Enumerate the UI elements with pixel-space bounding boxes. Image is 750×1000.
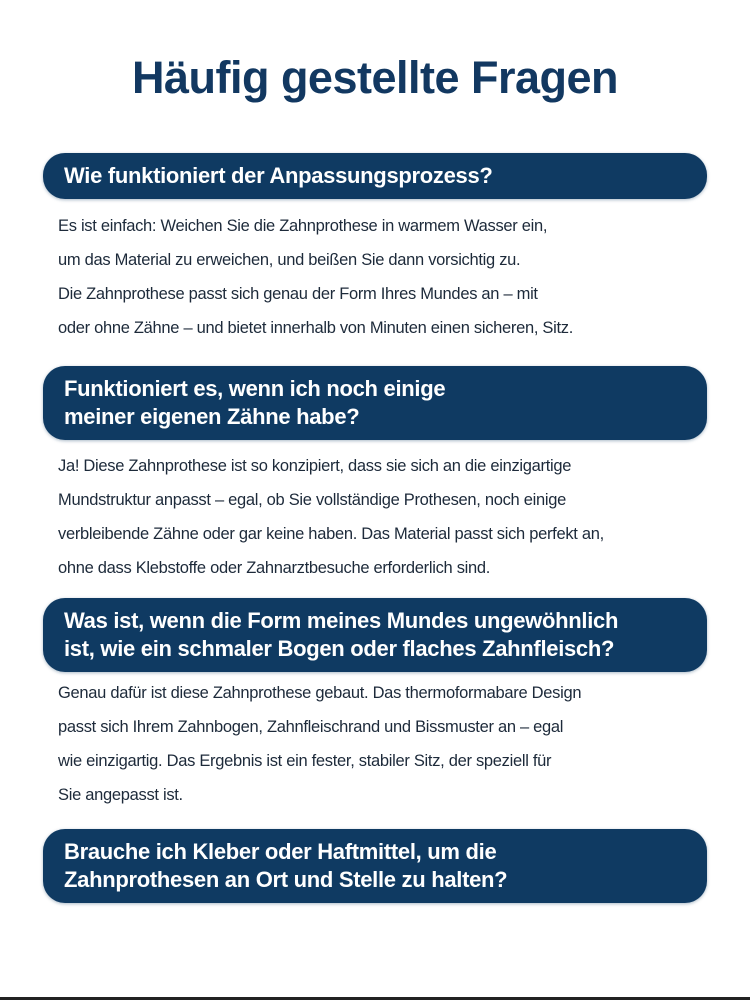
question-line: Zahnprothesen an Ort und Stelle zu halten? (64, 867, 508, 892)
answer-line: Ja! Diese Zahnprothese ist so konzipiert, dass sie sich an die einzigartige (58, 457, 572, 475)
question-line: meiner eigenen Zähne habe? (64, 404, 360, 429)
answer-line: oder ohne Zähne – und bietet innerhalb von Minuten einen sicheren, Sitz. (58, 319, 574, 337)
faq-question-3[interactable] (43, 598, 707, 672)
question-line: Brauche ich Kleber oder Haftmittel, um die (64, 839, 497, 864)
faq-question-1[interactable] (43, 153, 707, 199)
answer-line: wie einzigartig. Das Ergebnis ist ein fester, stabiler Sitz, der speziell für (58, 752, 552, 770)
question-line: ist, wie ein schmaler Bogen oder flaches Zahnfleisch? (64, 636, 615, 661)
answer-line: passt sich Ihrem Zahnbogen, Zahnfleischrand und Bissmuster an – egal (58, 718, 564, 736)
page-title: Häufig gestellte Fragen (131, 52, 619, 103)
answer-line: Sie angepasst ist. (58, 786, 183, 804)
answer-line: ohne dass Klebstoffe oder Zahnarztbesuche erforderlich sind. (58, 559, 491, 577)
faq-question-2[interactable] (43, 366, 707, 440)
faq-answer-2 (58, 449, 730, 585)
answer-line: Genau dafür ist diese Zahnprothese gebaut. Das thermoformabare Design (58, 684, 582, 702)
answer-line: um das Material zu erweichen, und beißen Sie dann vorsichtig zu. (58, 251, 521, 269)
answer-line: Die Zahnprothese passt sich genau der Form Ihres Mundes an – mit (58, 285, 538, 303)
faq-answer-1 (58, 209, 730, 345)
faq-question-4[interactable] (43, 829, 707, 903)
answer-line: Es ist einfach: Weichen Sie die Zahnprothese in warmem Wasser ein, (58, 217, 548, 235)
answer-line: Mundstruktur anpasst – egal, ob Sie vollständige Prothesen, noch einige (58, 491, 566, 509)
question-line: Funktioniert es, wenn ich noch einige (64, 376, 446, 401)
answer-line: verbleibende Zähne oder gar keine haben. Das Material passt sich perfekt an, (58, 525, 604, 543)
question-line: Was ist, wenn die Form meines Mundes ungewöhnlich (64, 608, 619, 633)
faq-answer-3 (58, 676, 730, 812)
question-line: Wie funktioniert der Anpassungsprozess? (64, 163, 493, 188)
